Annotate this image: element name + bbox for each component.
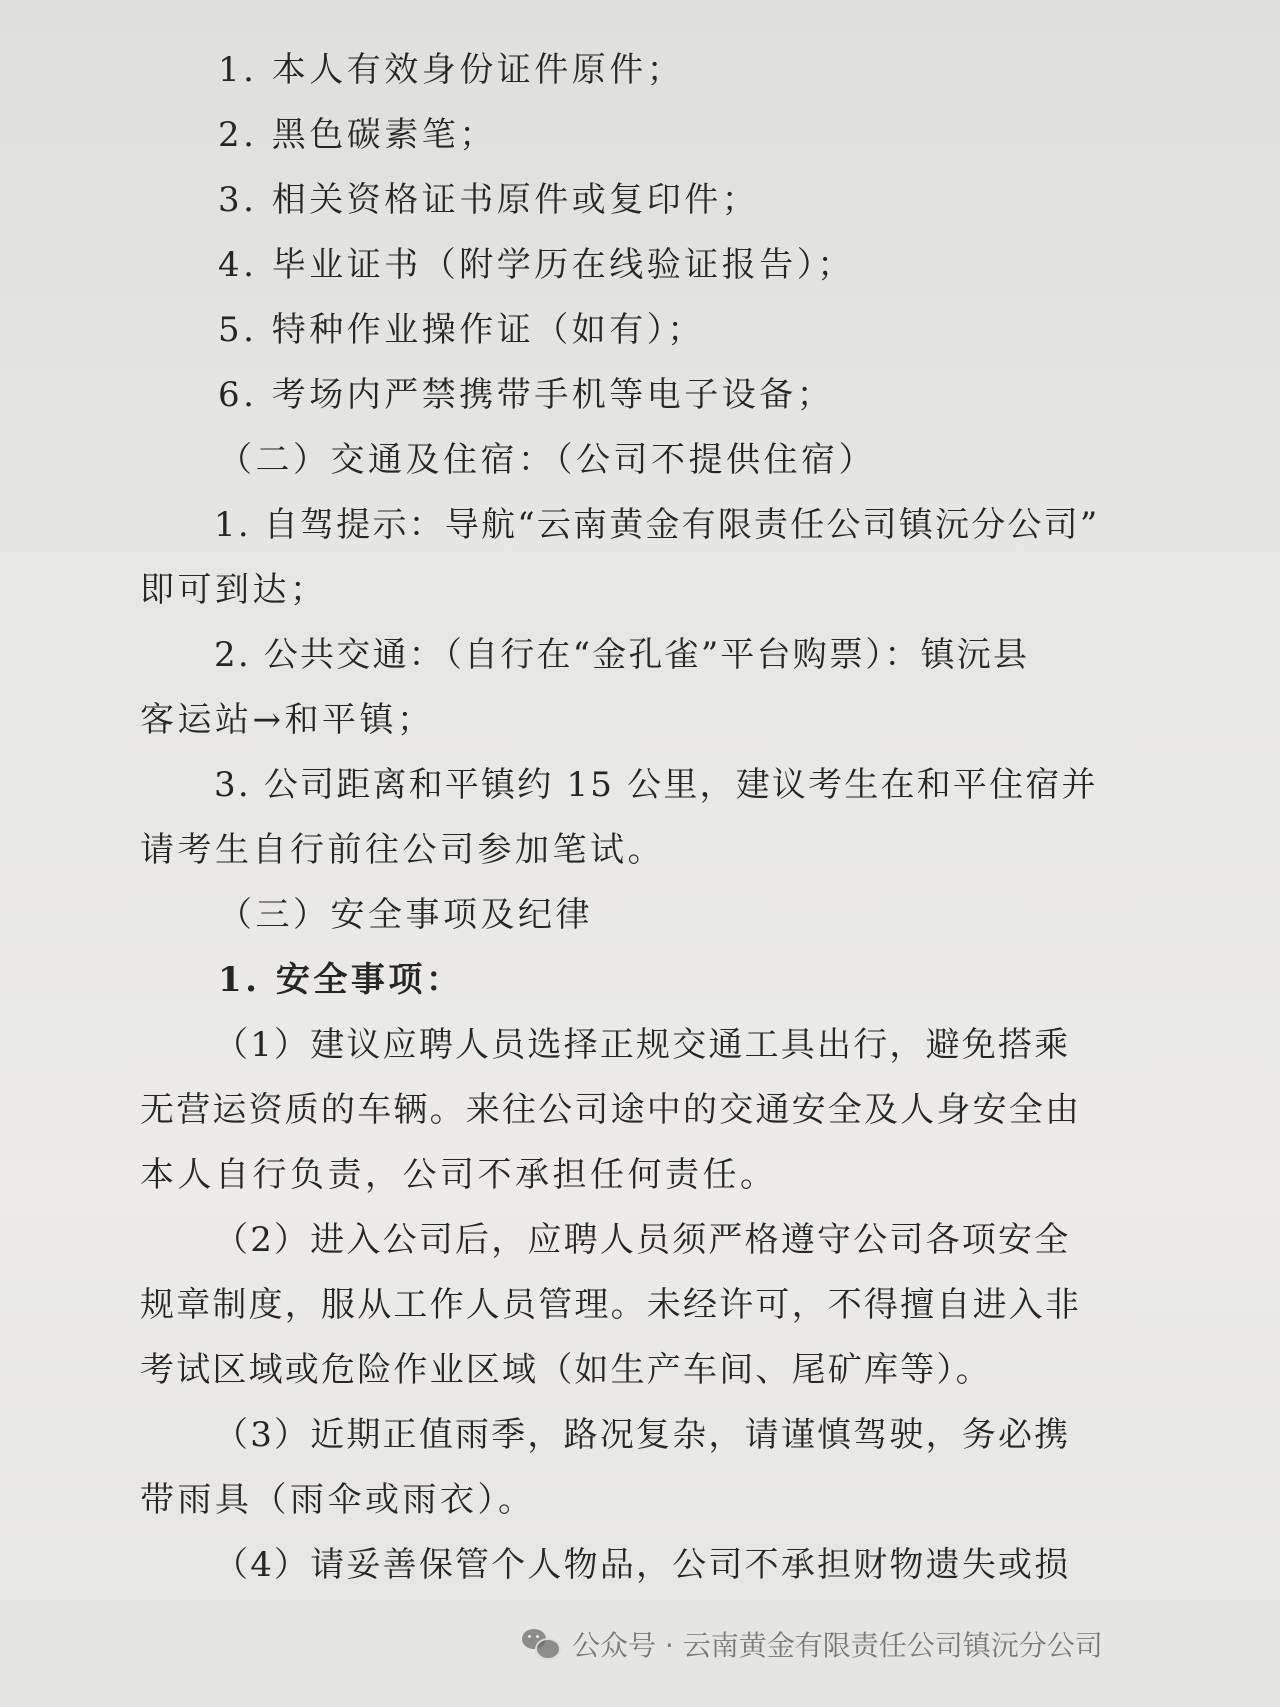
subsection-heading: 1. 安全事项： (218, 960, 464, 1000)
text-line: 2. 公共交通：（自行在“金孔雀”平台购票）：镇沅县 (214, 635, 1030, 675)
text-line: 6. 考场内严禁携带手机等电子设备； (218, 375, 835, 415)
watermark-text: 公众号 · 云南黄金有限责任公司镇沅分公司 (572, 1629, 1103, 1662)
text-line: 3. 相关资格证书原件或复印件； (218, 180, 760, 220)
text-line: 无营运资质的车辆。来往公司途中的交通安全及人身安全由 (140, 1090, 1082, 1130)
text-line: 5. 特种作业操作证（如有）； (218, 310, 705, 350)
text-line: 4. 毕业证书（附学历在线验证报告）； (218, 245, 855, 285)
section-heading: （二）交通及住宿：（公司不提供住宿） (218, 440, 876, 480)
text-line: 考试区域或危险作业区域（如生产车间、尾矿库等）。 (140, 1350, 992, 1390)
text-line: 1. 本人有效身份证件原件； (218, 50, 685, 90)
text-line: （3）近期正值雨季，路况复杂，请谨慎驾驶，务必携 (214, 1415, 1071, 1455)
watermark (522, 1622, 1103, 1666)
text-line: （1）建议应聘人员选择正规交通工具出行，避免搭乘 (214, 1025, 1071, 1065)
text-line: 请考生自行前往公司参加笔试。 (140, 830, 665, 870)
text-line: 1. 自驾提示：导航“云南黄金有限责任公司镇沅分公司” (214, 505, 1100, 545)
text-line: 客运站→和平镇； (140, 700, 435, 740)
text-line: 本人自行负责，公司不承担任何责任。 (140, 1155, 778, 1195)
text-line: （2）进入公司后，应聘人员须严格遵守公司各项安全 (214, 1220, 1071, 1260)
text-line: 规章制度，服从工作人员管理。未经许可，不得擅自进入非 (140, 1285, 1082, 1325)
text-line: （4）请妥善保管个人物品，公司不承担财物遗失或损 (214, 1545, 1071, 1585)
wechat-icon (522, 1629, 560, 1659)
text-line: 即可到达； (140, 570, 328, 610)
text-line: 2. 黑色碳素笔； (218, 115, 497, 155)
text-line: 3. 公司距离和平镇约 15 公里，建议考生在和平住宿并 (214, 765, 1098, 805)
section-heading: （三）安全事项及纪律 (218, 895, 593, 935)
text-line: 带雨具（雨伞或雨衣）。 (140, 1480, 536, 1520)
